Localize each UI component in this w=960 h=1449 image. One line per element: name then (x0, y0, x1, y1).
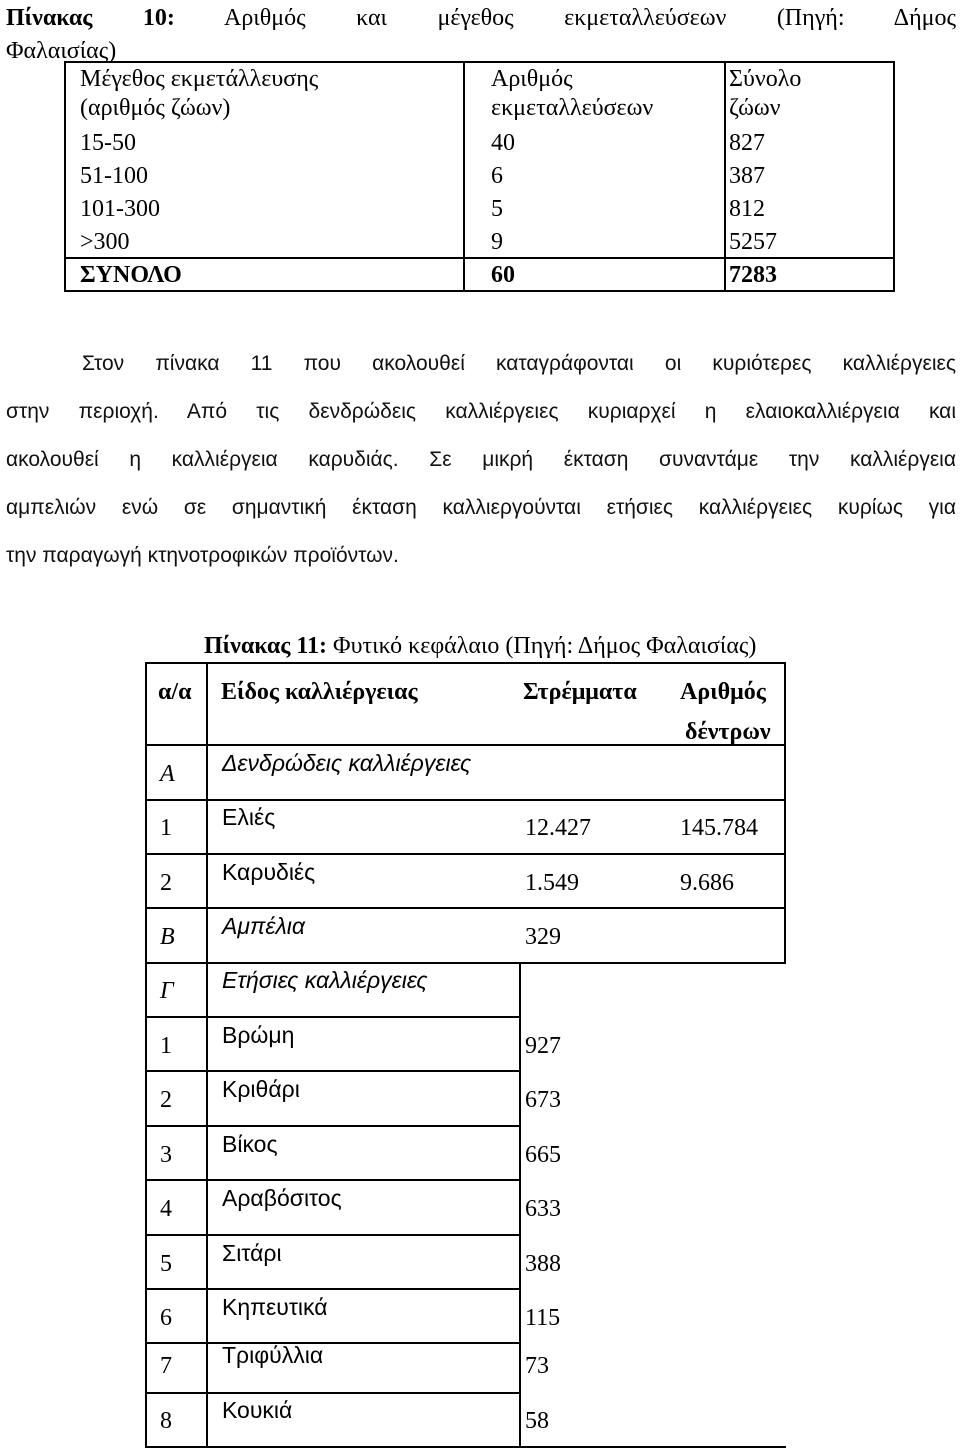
table-cell-count: 5 (491, 196, 503, 222)
table-cell-count: 40 (491, 130, 515, 156)
table-cell-kind: Βίκος (222, 1131, 278, 1157)
table-cell-aa: 6 (160, 1305, 172, 1331)
table11-caption-text: Φυτικό κεφάλαιο (Πηγή: Δήμος Φαλαισίας) (333, 633, 757, 659)
table11-caption-label: Πίνακας 11: (204, 633, 328, 659)
table-cell-kind: Κηπευτικά (222, 1294, 328, 1320)
body-paragraph (6, 340, 956, 580)
paragraph-line: Στον πίνακα 11 που ακολουθεί καταγράφονται οι κυριότερες καλλιέργειες (82, 352, 956, 375)
table-cell-stremmata: 673 (525, 1087, 561, 1113)
row-divider (145, 962, 786, 964)
row-divider (145, 1392, 521, 1394)
table10-caption-text: Αριθμός και μέγεθος εκμεταλλεύσεων (Πηγή: Δήμος (223, 5, 957, 31)
table-cell-trees: 145.784 (680, 815, 758, 841)
table-cell-count: 9 (491, 229, 503, 255)
paragraph-line: στην περιοχή. Από τις δενδρώδεις καλλιέργειες κυριαρχεί η ελαιοκαλλιέργεια και (6, 400, 956, 423)
table-cell-kind: Τριφύλλια (222, 1342, 324, 1368)
table-cell-aa: 4 (160, 1196, 172, 1222)
table-cell-stremmata: 115 (525, 1305, 561, 1331)
table-cell-aa: 3 (160, 1142, 172, 1168)
table10-total-label: ΣΥΝΟΛΟ (80, 262, 182, 288)
table10-col-divider (463, 63, 465, 290)
table-cell-kind: Δενδρώδεις καλλιέργειες (222, 750, 472, 776)
table-cell-stremmata: 633 (525, 1196, 561, 1222)
row-divider (145, 1179, 521, 1181)
table-cell-size: 51-100 (80, 163, 148, 189)
table-cell-count: 6 (491, 163, 503, 189)
table-cell-aa: 5 (160, 1251, 172, 1277)
row-divider (145, 907, 786, 909)
table-cell-stremmata: 329 (525, 924, 561, 950)
row-divider (145, 1125, 521, 1127)
paragraph-line: την παραγωγή κτηνοτροφικών προϊόντων. (6, 544, 399, 567)
table-cell-aa: 7 (160, 1353, 172, 1379)
table-cell-stremmata: 927 (525, 1033, 561, 1059)
table-cell-size: 101-300 (80, 196, 160, 222)
table-cell-kind: Ετήσιες καλλιέργειες (222, 967, 428, 993)
row-divider (145, 1342, 521, 1344)
table10-header-count: Αριθμός εκμεταλλεύσεων (491, 66, 654, 121)
table-cell-total: 812 (729, 196, 765, 222)
table-cell-kind: Κουκιά (222, 1397, 293, 1423)
table-cell-size: >300 (80, 229, 130, 255)
table-cell-aa: 1 (160, 1033, 172, 1059)
table10-caption-text-cont: Φαλαισίας) (6, 38, 117, 64)
table10 (64, 61, 895, 292)
table10-total-count: 60 (491, 262, 515, 288)
table-cell-kind: Ελιές (222, 804, 276, 830)
table-cell-kind: Κριθάρι (222, 1076, 300, 1102)
paragraph-line: αμπελιών ενώ σε σημαντική έκταση καλλιεργούνται ετήσιες καλλιέργειες κυρίως για (6, 496, 956, 519)
table-cell-aa: Β (160, 924, 175, 950)
table-cell-aa: Γ (160, 978, 174, 1004)
table10-total-divider (66, 257, 893, 259)
table10-header-total: Σύνολο ζώων (729, 66, 802, 121)
table11-border-left (145, 662, 147, 1448)
table-cell-aa: Α (160, 761, 175, 787)
table-cell-trees: 9.686 (680, 870, 734, 896)
table-cell-aa: 2 (160, 1087, 172, 1113)
table11-border-right (784, 662, 786, 962)
table-cell-aa: 2 (160, 870, 172, 896)
table-cell-stremmata: 73 (525, 1353, 549, 1379)
table-cell-aa: 8 (160, 1408, 172, 1434)
table11-header-stremmata: Στρέμματα (523, 679, 637, 705)
table-cell-kind: Σιτάρι (222, 1240, 282, 1266)
table-cell-size: 15-50 (80, 130, 136, 156)
table11-col-divider-lower (519, 962, 521, 1448)
row-divider (145, 1288, 521, 1290)
table11-header-trees-cont: δέντρων (685, 719, 771, 745)
table-cell-stremmata: 58 (525, 1408, 549, 1434)
table11-header-kind: Είδος καλλιέργειας (221, 679, 418, 705)
table10-caption (6, 2, 956, 68)
table10-total-animals: 7283 (729, 262, 777, 288)
row-divider (145, 799, 786, 801)
table-cell-stremmata: 665 (525, 1142, 561, 1168)
table11-header-trees: Αριθμός (680, 679, 766, 705)
table10-header-size: Μέγεθος εκμετάλλευσης (αριθμός ζώων) (80, 66, 319, 121)
table-cell-stremmata: 12.427 (525, 815, 591, 841)
row-divider (145, 1234, 521, 1236)
row-divider (145, 1070, 521, 1072)
table-cell-kind: Βρώμη (222, 1022, 295, 1048)
table11-caption (204, 632, 756, 661)
table-cell-total: 827 (729, 130, 765, 156)
table11-col-divider (206, 662, 208, 1448)
row-divider (145, 853, 786, 855)
table11-border-top (145, 662, 786, 664)
table-cell-total: 387 (729, 163, 765, 189)
table-cell-total: 5257 (729, 229, 777, 255)
table-cell-kind: Καρυδιές (222, 859, 316, 885)
table-cell-stremmata: 1.549 (525, 870, 579, 896)
table-cell-aa: 1 (160, 815, 172, 841)
table11-header-aa: α/α (158, 679, 192, 705)
table-cell-stremmata: 388 (525, 1251, 561, 1277)
table10-col-divider (724, 63, 726, 290)
table11-border-bottom (145, 1446, 786, 1448)
table-cell-kind: Αμπέλια (222, 913, 306, 939)
row-divider (145, 1016, 521, 1018)
paragraph-line: ακολουθεί η καλλιέργεια καρυδιάς. Σε μικρή έκταση συναντάμε την καλλιέργεια (6, 448, 956, 471)
table-cell-kind: Αραβόσιτος (222, 1185, 342, 1211)
table10-caption-label: Πίνακας 10: (6, 5, 175, 31)
table11 (145, 662, 786, 1448)
